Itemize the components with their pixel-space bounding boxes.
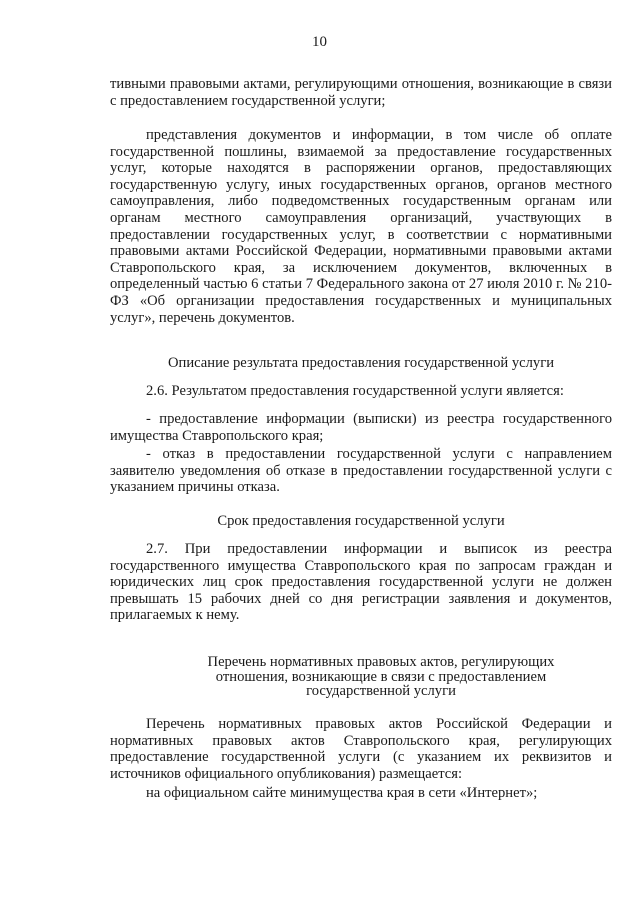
- paragraph-text: тивными правовыми актами, регулирующими отношения, возникающие в связи с предоставлением государственной услуги;: [110, 76, 612, 109]
- paragraph-continuation: [110, 76, 612, 109]
- section-heading-term: Срок предоставления государственной услуги: [217, 513, 505, 529]
- section-heading-acts: Перечень нормативных правовых актов, регулирующих отношения, возникающие в связи с предоставлением государственной услуги: [207, 654, 555, 699]
- paragraph-2-6: 2.6. Результатом предоставления государственной услуги является:: [146, 383, 564, 399]
- paragraph-2-7: 2.7. При предоставлении информации и выписок из реестра государственного имущества Ставропольского края по запросам граждан и юридических лиц срок предоставления государственной услуги не должен превышать 15 рабочих дней со дня регистрации заявления и документов, прилагаемых к нему.: [110, 541, 612, 624]
- paragraph-acts-list: Перечень нормативных правовых актов Российской Федерации и нормативных правовых актов Ставропольского края, регулирующих предоставление государственной услуги (с указанием их реквизитов и источников официального опубликования) размещается:: [110, 716, 612, 782]
- paragraph-documents: [110, 127, 612, 326]
- paragraph-official-site: на официальном сайте минимущества края в сети «Интернет»;: [146, 785, 538, 801]
- paragraph-text: представления документов и информации, в том числе об оплате государственной пошлины, взимаемой за предоставление государственных услуг, которые находятся в распоряжении органов, предоставляющих государственную услугу, иных государственных органов, органов местного самоуправления, либо подведомственных государственным органам или органам местного самоуправления организаций, участвующих в предоставлении государственных услуг, в соответствии с нормативными правовыми актами Российской Федерации, нормативными правовыми актами Ставропольского края, за исключением документов, включенных в определенный частью 6 статьи 7 Федерального закона от 27 июля 2010 г. № 210-ФЗ «Об организации предоставления государственных и муниципальных услуг», перечень документов.: [110, 127, 612, 326]
- section-heading-result: Описание результата предоставления государственной услуги: [167, 355, 555, 371]
- page-number: 10: [312, 34, 327, 50]
- paragraph-result-info: - предоставление информации (выписки) из реестра государственного имущества Ставропольского края;: [110, 411, 612, 444]
- paragraph-result-refusal: - отказ в предоставлении государственной услуги с направлением заявителю уведомления об отказе в предоставлении государственной услуги с указанием причины отказа.: [110, 446, 612, 496]
